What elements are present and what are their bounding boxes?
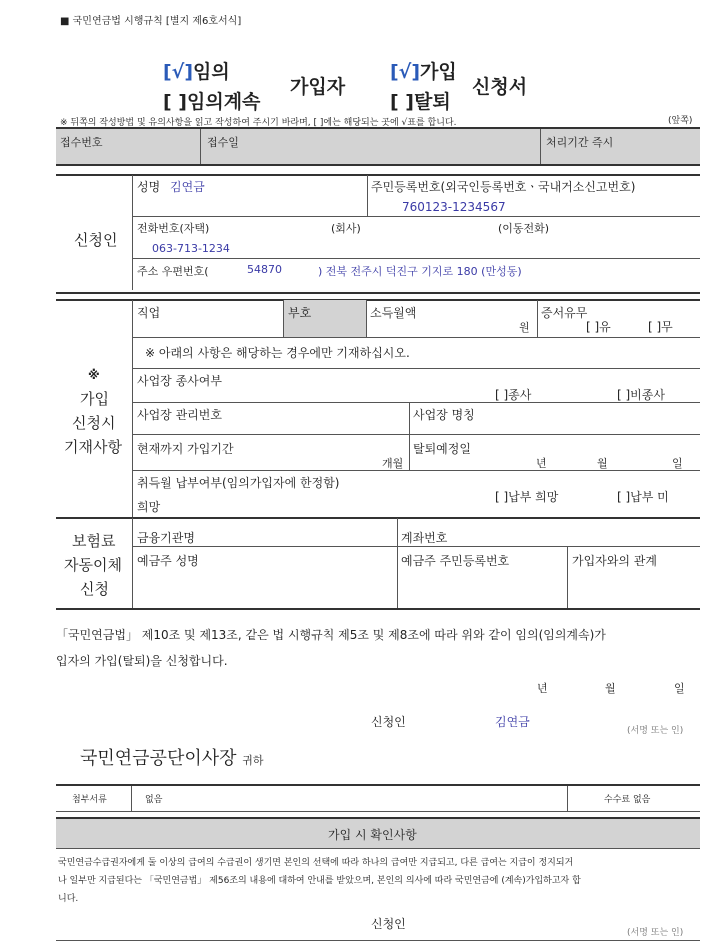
- autopay-line3: 신청: [80, 580, 109, 598]
- withdraw-year-unit: 년: [536, 457, 547, 470]
- option-withdraw-label: 탈퇴: [413, 91, 451, 113]
- confirm-text-line3: 니다.: [58, 894, 79, 904]
- bank-name-label: 금융기관명: [137, 531, 195, 545]
- confirm-text-line1: 국민연금수급권자에게 둘 이상의 급여의 수급권이 생기면 본인의 선택에 따라 하나의 급여만 지급되고, 다른 급여는 지급이 정지되거: [58, 858, 574, 868]
- option-withdraw[interactable]: [390, 87, 451, 114]
- instruction-text: ※ 뒤쪽의 작성방법 및 유의사항을 읽고 작성하여 주시기 바라며, [ ]에는 해당되는 곳에 √표를 합니다.: [60, 118, 457, 128]
- workplace-name-label: 사업장 명칭: [413, 408, 475, 422]
- option-join-label: 가입: [420, 61, 457, 83]
- autopay-line1: 보험료: [72, 532, 116, 550]
- title-subscriber: 가입자: [290, 76, 346, 98]
- workplace-engaged-label: 사업장 종사여부: [137, 374, 222, 388]
- rrn-field[interactable]: 760123-1234567: [402, 200, 506, 214]
- income-won-unit: 원: [519, 321, 530, 334]
- signature-field[interactable]: (서명 또는 인): [627, 726, 684, 736]
- symbol-label: 부호: [288, 306, 312, 320]
- page-side-label: (앞쪽): [668, 116, 693, 126]
- name-label: 성명: [137, 180, 161, 194]
- confirm-signature-field[interactable]: (서명 또는 인): [627, 928, 684, 938]
- address-field[interactable]: ) 전북 전주시 덕진구 기지로 180 (만성동): [318, 265, 522, 278]
- checkbox-join[interactable]: [√]: [390, 61, 421, 83]
- declaration-line2: 입자의 가입(탈퇴)을 신청합니다.: [56, 654, 228, 668]
- option-voluntary-label: 임의: [193, 61, 230, 83]
- option-voluntary[interactable]: [163, 57, 230, 84]
- engaged-checkbox[interactable]: [ ]종사: [495, 388, 532, 402]
- account-number-label: 계좌번호: [401, 531, 448, 545]
- addressee: [80, 744, 264, 770]
- join-section-mark: ※: [88, 368, 100, 382]
- declaration-applicant-name[interactable]: 김연금: [495, 715, 530, 729]
- confirm-text-line2: 나 일부만 지급된다는 「국민연금법」 제56조의 내용에 대하여 안내를 받았으며, 본인의 의사에 따라 국민연금에 (계속)가입하고자 합: [58, 876, 581, 886]
- attachments-label: 첨부서류: [72, 795, 107, 805]
- confirm-applicant-label: 신청인: [371, 917, 406, 931]
- join-section-line1: 가입: [80, 390, 109, 408]
- note-text: ※ 아래의 사항은 해당하는 경우에만 기재하십시오.: [145, 346, 410, 360]
- date-day-unit: 일: [674, 682, 685, 695]
- relation-label: 가입자와의 관계: [572, 554, 657, 568]
- law-reference: ■ 국민연금법 시행규칙 [별지 제6호서식]: [60, 16, 242, 27]
- holder-rrn-label: 예금주 주민등록번호: [401, 554, 510, 568]
- account-holder-label: 예금주 성명: [137, 554, 199, 568]
- attachments-value: 없음: [145, 795, 163, 805]
- autopay-line2: 자동이체: [64, 556, 122, 574]
- form-title: 신청서: [472, 76, 528, 98]
- addressee-suffix: 귀하: [242, 754, 264, 767]
- declaration-applicant-label: 신청인: [371, 715, 406, 729]
- processing-period-label: 처리기간 즉시: [546, 136, 614, 149]
- join-section-line3: 기재사항: [64, 438, 122, 456]
- name-field[interactable]: 김연금: [170, 180, 205, 194]
- job-label: 직업: [137, 306, 161, 320]
- join-section-line2: 신청시: [72, 414, 116, 432]
- receipt-number-label: 접수번호: [60, 136, 103, 149]
- company-phone-label: (회사): [331, 222, 361, 235]
- checkbox-continued[interactable]: [ ]: [163, 91, 187, 113]
- home-phone-label: 전화번호(자택): [137, 222, 210, 235]
- not-engaged-checkbox[interactable]: [ ]비종사: [617, 388, 665, 402]
- certificate-no-checkbox[interactable]: [ ]무: [648, 320, 673, 334]
- withdraw-date-label: 탈퇴예정일: [413, 442, 471, 456]
- payment-no-checkbox[interactable]: [ ]납부 미: [617, 490, 669, 504]
- payment-label-cont: 희망: [137, 500, 161, 514]
- postal-code-field[interactable]: 54870: [247, 263, 282, 276]
- withdraw-day-unit: 일: [672, 457, 683, 470]
- confirm-title: 가입 시 확인사항: [328, 828, 417, 842]
- rrn-label: 주민등록번호(외국인등록번호ㆍ국내거소신고번호): [371, 180, 636, 194]
- checkbox-voluntary[interactable]: [√]: [163, 61, 194, 83]
- option-join[interactable]: [390, 57, 457, 84]
- address-label: 주소 우편번호(: [137, 265, 209, 278]
- receipt-date-label: 접수일: [207, 136, 239, 149]
- declaration-line1: 「국민연금법」 제10조 및 제13조, 같은 법 시행규칙 제5조 및 제8조에 따라 위와 같이 임의(임의계속)가: [56, 628, 606, 642]
- withdraw-month-unit: 월: [597, 457, 608, 470]
- months-unit: 개월: [382, 457, 404, 470]
- home-phone-field[interactable]: 063-713-1234: [152, 242, 230, 255]
- workplace-number-label: 사업장 관리번호: [137, 408, 222, 422]
- fee-label: 수수료 없음: [604, 795, 651, 805]
- period-label: 현재까지 가입기간: [137, 442, 234, 456]
- date-year-unit: 년: [537, 682, 548, 695]
- addressee-name: 국민연금공단이사장: [80, 748, 237, 769]
- option-continued[interactable]: [163, 87, 260, 114]
- certificate-yes-checkbox[interactable]: [ ]유: [586, 320, 611, 334]
- checkbox-withdraw[interactable]: [ ]: [390, 91, 414, 113]
- payment-yes-checkbox[interactable]: [ ]납부 희망: [495, 490, 559, 504]
- option-continued-label: 임의계속: [186, 91, 261, 113]
- applicant-section-label: 신청인: [74, 231, 118, 249]
- certificate-label: 증서유무: [541, 306, 588, 320]
- income-label: 소득월액: [370, 306, 417, 320]
- date-month-unit: 월: [605, 682, 616, 695]
- payment-label: 취득월 납부여부(임의가입자에 한정함): [137, 476, 340, 490]
- mobile-phone-label: (이동전화): [498, 222, 550, 235]
